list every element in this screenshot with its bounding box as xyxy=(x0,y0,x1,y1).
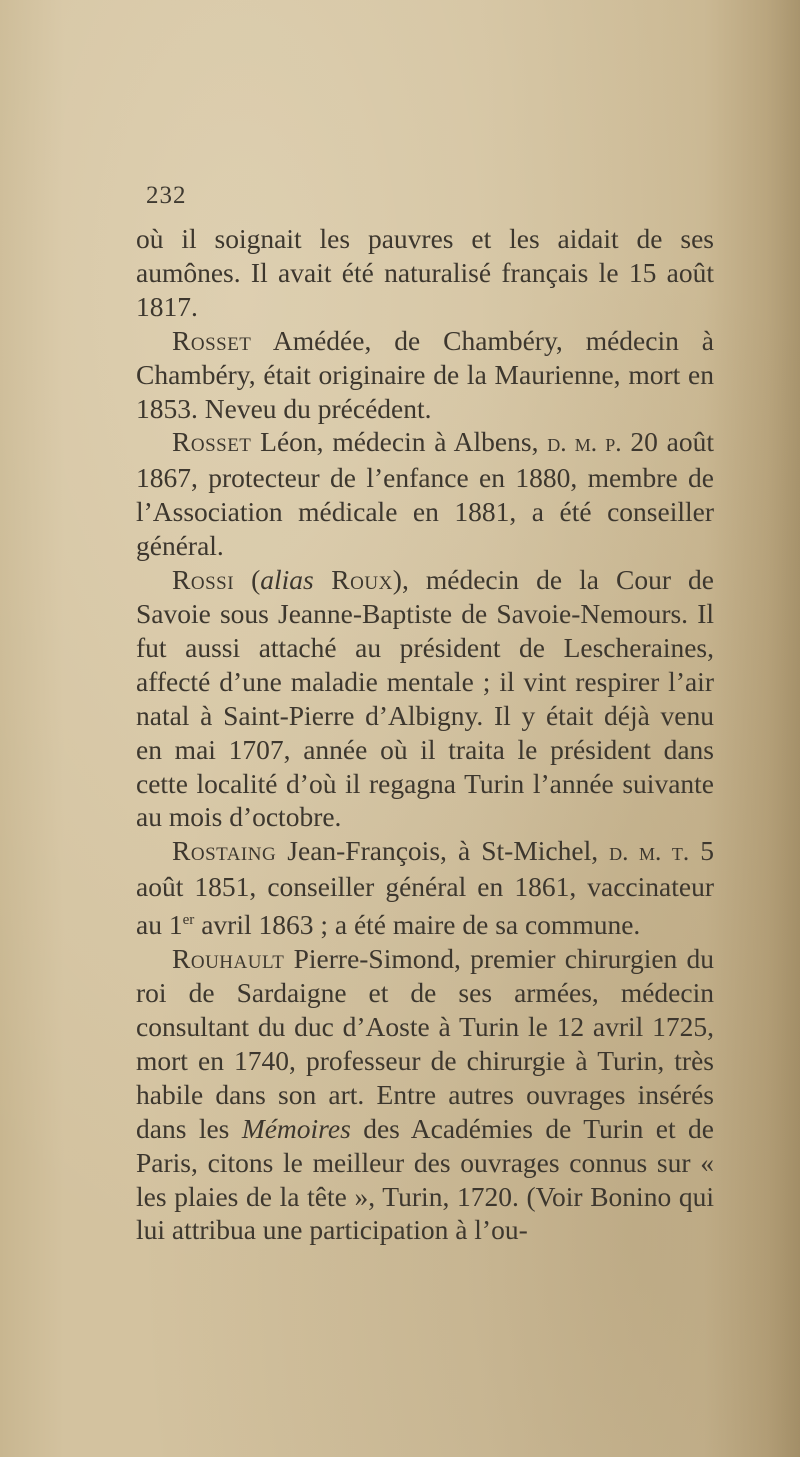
entry-text: 5 août 1851, conseiller général en 1861, vaccinateur au 1 xyxy=(136,835,715,941)
entry-text: ( xyxy=(234,564,261,596)
entry-text: avril 1863 ; a été maire de sa commune. xyxy=(194,909,641,941)
entry-name: Rosset xyxy=(172,426,252,458)
paragraph-text: où il soignait les pauvres et les aidait de ses aumônes. Il avait été naturalisé français le 15 août 1817. xyxy=(136,223,714,322)
ordinal-superscript: er xyxy=(182,912,195,929)
entry-text: 20 août 1867, protecteur de l’enfance en 1880, membre de l’Association médicale en 1881, a été conseiller général. xyxy=(136,426,714,562)
entry-rosset-amedee xyxy=(136,324,714,426)
entry-text: des Académies de Turin et de Paris, citons le meilleur des ouvrages connus sur « les plaies de la tête », Turin, 1720. (Voir Bonino qui lui attribua une participation à l’ou- xyxy=(136,1112,714,1246)
alias-name: Roux xyxy=(313,564,393,596)
entry-name: Rouhault xyxy=(172,943,285,975)
entry-name: Rossi xyxy=(172,564,235,596)
entry-text: Pierre-Simond, premier chirurgien du roi de Sardaigne et de ses armées, médecin consultant du duc d’Aoste à Turin le 12 avril 1725, mort en 1740, professeur de chirurgie à Turin, très habile dans son art. Entre autres ouvrages insérés dans les xyxy=(136,943,714,1144)
entry-name: Rostaing xyxy=(172,835,277,867)
entry-text: Léon, médecin à Albens, xyxy=(251,426,548,458)
alias-label: alias xyxy=(260,564,314,596)
entry-text: ), médecin de la Cour de Savoie sous Jeanne-Baptiste de Savoie-Nemours. Il fut aussi attaché au président de Lescheraines, affecté d’une maladie mentale ; il vint respirer l’air natal à Saint-Pierre d’Albigny. Il y était déjà venu en mai 1707, année où il traita le président dans cette localité d’où il regagna Turin l’année suivante au mois d’octobre. xyxy=(136,564,714,833)
title-italic: Mémoires xyxy=(241,1112,351,1144)
entry-text: Jean-François, à St-Michel, xyxy=(276,835,610,867)
paragraph-continuation xyxy=(136,222,714,324)
body-text xyxy=(136,222,714,1247)
entry-rossi xyxy=(136,563,714,834)
entry-text: Amédée, de Chambéry, médecin à Chambéry, était originaire de la Maurienne, mort en 1853. Neveu du précédent. xyxy=(136,324,714,424)
entry-rostaing xyxy=(136,834,714,942)
entry-rosset-leon xyxy=(136,425,714,563)
degree-abbreviation: d. m. p. xyxy=(547,429,622,458)
entry-rouhault xyxy=(136,942,714,1247)
page-number: 232 xyxy=(146,182,187,209)
entry-name: Rosset xyxy=(172,324,252,356)
degree-abbreviation: d. m. t. xyxy=(609,838,690,867)
